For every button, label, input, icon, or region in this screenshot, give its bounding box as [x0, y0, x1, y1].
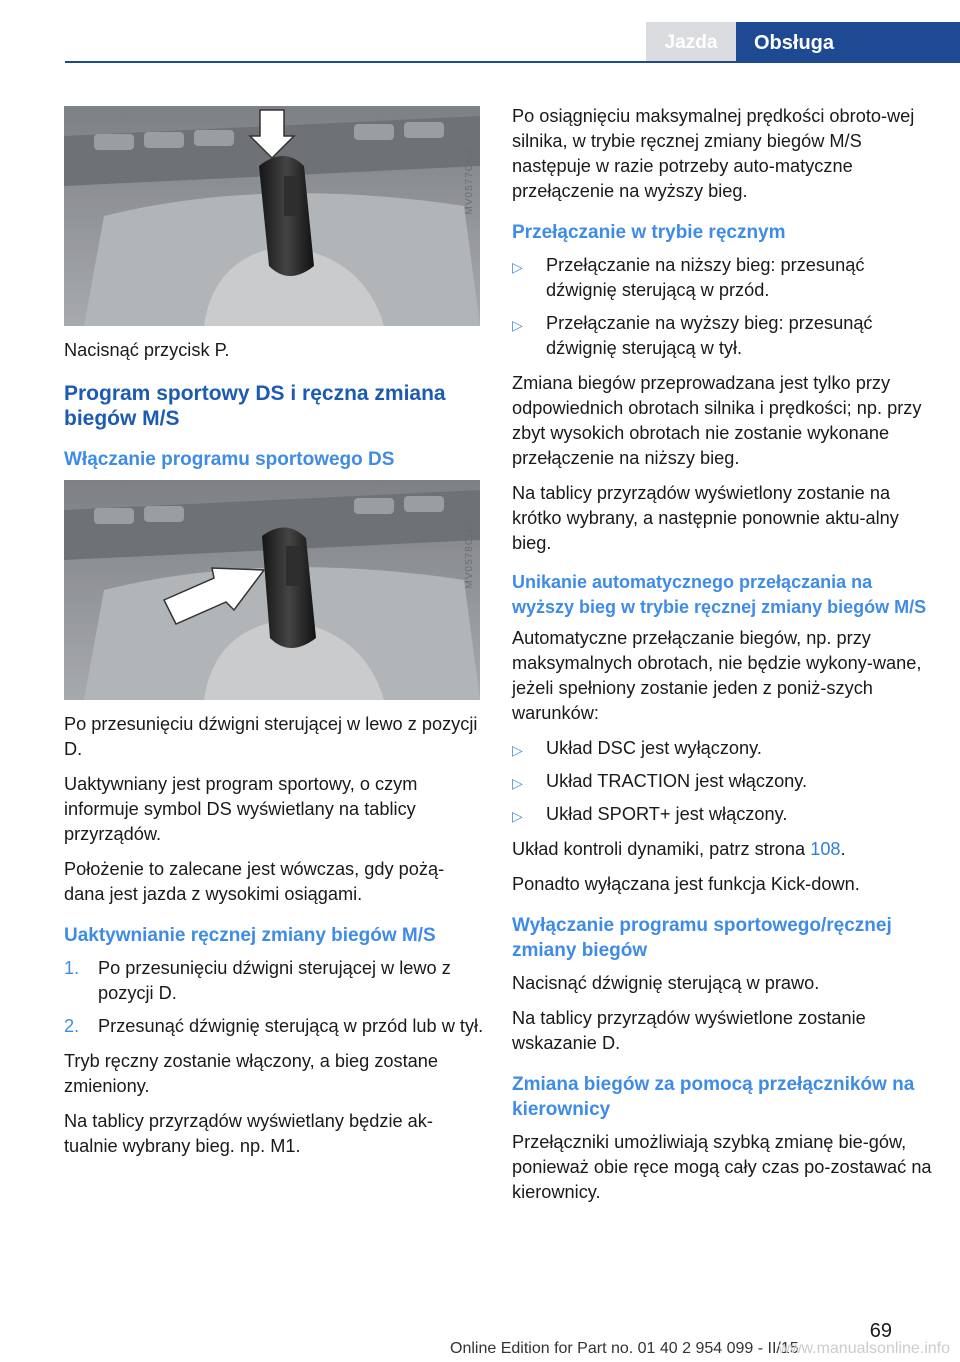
selector-lever-photo-1 — [64, 106, 480, 326]
shift-list — [512, 253, 932, 361]
photo-code: MV0577CMA — [464, 146, 475, 215]
paragraph: Zmiana biegów przeprowadzana jest tylko przy odpowiednich obrotach silnika i prędkości; np. przy zbyt wysokich obrotach nie zostanie wykonane przełączenie na niższy bieg. — [512, 373, 922, 468]
text-run: . — [840, 839, 846, 859]
list-item — [512, 802, 932, 827]
triangle-bullet-icon: ▷ — [512, 317, 523, 333]
left-column — [64, 106, 484, 1169]
triangle-bullet-icon: ▷ — [512, 259, 523, 275]
selector-lever-left-illustration — [64, 480, 480, 700]
subheading-manual-shifting: Przełączanie w trybie ręcznym — [512, 222, 786, 243]
item-text: Układ SPORT+ jest włączony. — [546, 804, 788, 824]
step-text: Po przesunięciu dźwigni sterującej w lewo z pozycji D. — [98, 958, 451, 1003]
item-text: Układ DSC jest wyłączony. — [546, 738, 762, 758]
paragraph: Tryb ręczny zostanie włączony, a bieg zostane zmieniony. — [64, 1051, 439, 1096]
paragraph: Po osiągnięciu maksymalnej prędkości obroto‐wej silnika, w trybie ręcznej zmiany biegów M/S następuje w razie potrzeby auto‐matyczne przełączenie na wyższy bieg. — [512, 106, 915, 201]
paragraph: Nacisnąć przycisk P. — [64, 340, 230, 360]
paragraph: Na tablicy przyrządów wyświetlany będzie ak‐tualnie wybrany bieg. np. M1. — [64, 1111, 433, 1156]
page-header — [0, 0, 960, 62]
paragraph: Przełączniki umożliwiają szybką zmianę bie‐gów, ponieważ obie ręce mogą cały czas po‐zostawać na kierownicy. — [512, 1132, 932, 1202]
page-reference-link[interactable]: 108 — [810, 839, 841, 859]
paragraph: Automatyczne przełączanie biegów, np. przy maksymalnych obrotach, nie będzie wykony‐wane, jeżeli spełniony zostanie jeden z poniż‐szych warunków: — [512, 628, 922, 723]
step-number: 2. — [64, 1016, 80, 1036]
subheading-paddles: Zmiana biegów za pomocą przełączników na kierownicy — [512, 1074, 915, 1120]
triangle-bullet-icon: ▷ — [512, 775, 523, 791]
watermark-site: www.manualsonline.info — [778, 1340, 950, 1357]
item-text: Układ TRACTION jest włączony. — [546, 771, 808, 791]
selector-lever-photo-2 — [64, 480, 480, 700]
list-item — [512, 769, 932, 794]
list-item — [512, 253, 932, 303]
paragraph: Uaktywniany jest program sportowy, o czym informuje symbol DS wyświetlany na tablicy przyrządów. — [64, 774, 418, 844]
step-number: 1. — [64, 958, 80, 978]
list-item — [512, 311, 932, 361]
paragraph: Po przesunięciu dźwigni sterującej w lewo z pozycji D. — [64, 714, 478, 759]
paragraph: Na tablicy przyrządów wyświetlone zostanie wskazanie D. — [512, 1008, 866, 1053]
list-item — [64, 956, 484, 1006]
list-item — [512, 736, 932, 761]
paragraph: Na tablicy przyrządów wyświetlony zostanie na krótko wybrany, a następnie ponownie aktu‐alny bieg. — [512, 483, 899, 553]
item-text: Przełączanie na wyższy bieg: przesunąć dźwignię sterującą w tył. — [546, 313, 873, 358]
page-number: 69 — [869, 1320, 892, 1342]
paragraph: Położenie to zalecane jest wówczas, gdy pożą‐dana jest jazda z wysokimi osiągami. — [64, 859, 445, 904]
step-text: Przesunąć dźwignię sterującą w przód lub w tył. — [98, 1016, 484, 1036]
paragraph: Ponadto wyłączana jest funkcja Kick-down. — [512, 874, 860, 894]
list-item — [64, 1014, 484, 1039]
header-rule — [65, 61, 960, 63]
subheading-disable-sport: Wyłączanie programu sportowego/ręcznej zmiany biegów — [512, 915, 892, 961]
page-footer — [450, 1340, 950, 1358]
photo-code: MV0578CMA — [464, 520, 475, 589]
steps-list — [64, 956, 484, 1039]
conditions-list — [512, 736, 932, 827]
subheading-manual-mode: Uaktywnianie ręcznej zmiany biegów M/S — [64, 925, 436, 946]
edition-text: Online Edition for Part no. 01 40 2 954 099 - II/15 — [450, 1340, 799, 1357]
chapter-tab[interactable]: Obsługa — [736, 22, 960, 62]
section-heading-sport-program: Program sportowy DS i ręczna zmiana biegów M/S — [64, 382, 446, 430]
triangle-bullet-icon: ▷ — [512, 808, 523, 824]
subheading-enable-ds: Włączanie programu sportowego DS — [64, 449, 395, 470]
selector-lever-illustration — [64, 106, 480, 326]
right-column — [512, 104, 932, 1215]
triangle-bullet-icon: ▷ — [512, 742, 523, 758]
paragraph — [512, 837, 932, 862]
section-tab[interactable]: Jazda — [646, 22, 736, 62]
text-run: Układ kontroli dynamiki, patrz strona — [512, 839, 811, 859]
paragraph: Nacisnąć dźwignię sterującą w prawo. — [512, 973, 820, 993]
subheading-avoid-upshift: Unikanie automatycznego przełączania na wyższy bieg w trybie ręcznej zmiany biegów M/S — [512, 572, 927, 617]
item-text: Przełączanie na niższy bieg: przesunąć dźwignię sterującą w przód. — [546, 255, 865, 300]
